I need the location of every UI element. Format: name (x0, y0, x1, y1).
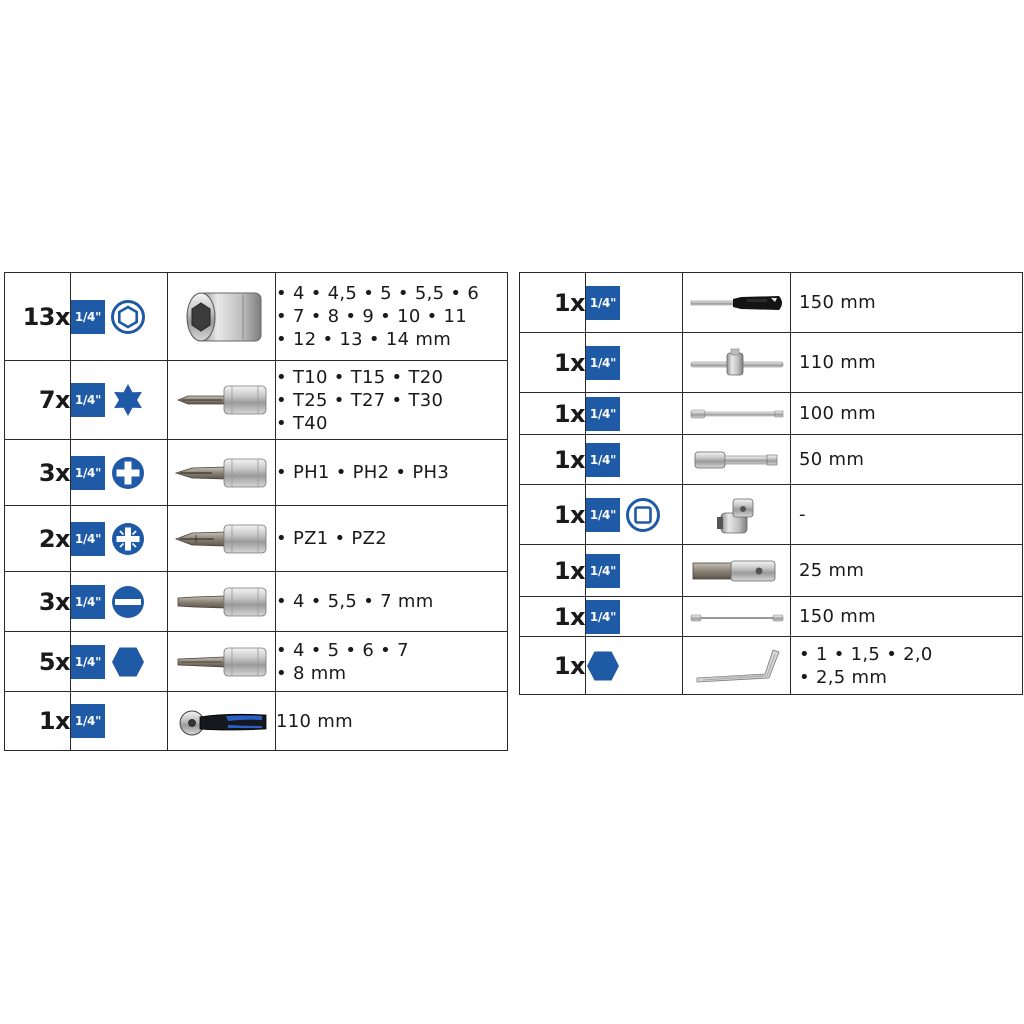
drive-size-badge: 1/4" (71, 456, 105, 490)
tool-image-cell (168, 361, 276, 440)
size-description (791, 597, 1023, 637)
size-description (276, 361, 508, 440)
size-description (276, 632, 508, 692)
quantity-label: 1x (520, 393, 586, 435)
size-description (791, 333, 1023, 393)
quantity-label: 1x (520, 435, 586, 485)
tool-image-cell (683, 485, 791, 545)
flexible-extension-image (687, 607, 787, 626)
tool-image-cell (683, 273, 791, 333)
drive-cell (586, 597, 683, 637)
torx-bit-socket-image (172, 390, 272, 409)
bit-adapter-image (687, 560, 787, 579)
table-row (520, 485, 1023, 545)
quantity-label: 2x (5, 506, 71, 572)
size-line: • 2,5 mm (799, 666, 888, 688)
socket-image (177, 306, 267, 325)
tool-image-cell (168, 440, 276, 506)
table-row (5, 361, 508, 440)
tool-image-cell (168, 273, 276, 361)
hex-bit-socket-image (172, 651, 272, 670)
quantity-label: 1x (520, 485, 586, 545)
universal-joint-image (687, 504, 787, 523)
left-spec-table (4, 272, 508, 751)
short-extension-image (687, 449, 787, 468)
tool-image-cell (683, 545, 791, 597)
square-drive-icon (626, 498, 660, 532)
tool-image-cell (683, 333, 791, 393)
drive-cell (586, 273, 683, 333)
tool-image-cell (168, 506, 276, 572)
size-description (791, 273, 1023, 333)
tool-image-cell (683, 637, 791, 695)
size-line: • PZ1 • PZ2 (276, 528, 387, 549)
quantity-label: 3x (5, 440, 71, 506)
table-row (5, 440, 508, 506)
size-line: 110 mm (799, 352, 876, 373)
size-description (276, 440, 508, 506)
drive-cell (71, 632, 168, 692)
size-line: • 7 • 8 • 9 • 10 • 11 (276, 306, 468, 327)
tool-image-cell (683, 393, 791, 435)
drive-cell (586, 637, 683, 695)
ratchet-image (172, 711, 272, 730)
size-line: 25 mm (799, 560, 865, 581)
right-spec-table (519, 272, 1023, 695)
slotted-icon (111, 585, 145, 619)
table-row (5, 273, 508, 361)
size-line: • T10 • T15 • T20 (276, 366, 444, 388)
table-row (520, 435, 1023, 485)
size-line: • 12 • 13 • 14 mm (276, 329, 452, 350)
size-line: - (799, 504, 806, 525)
phillips-icon (111, 456, 145, 490)
drive-size-badge: 1/4" (586, 498, 620, 532)
drive-size-badge: 1/4" (71, 585, 105, 619)
quantity-label: 13x (5, 273, 71, 361)
table-row (520, 333, 1023, 393)
quantity-label: 1x (520, 597, 586, 637)
drive-cell (586, 435, 683, 485)
hex-keys-image (687, 655, 787, 674)
drive-cell (586, 393, 683, 435)
size-line: 110 mm (276, 710, 353, 732)
tool-image-cell (683, 435, 791, 485)
drive-size-badge: 1/4" (586, 286, 620, 320)
table-row (520, 545, 1023, 597)
quantity-label: 7x (5, 361, 71, 440)
size-line: 150 mm (799, 292, 876, 313)
drive-cell (71, 273, 168, 361)
drive-size-badge: 1/4" (71, 704, 105, 738)
quantity-label: 1x (520, 545, 586, 597)
tool-image-cell (168, 692, 276, 751)
size-line: • 1 • 1,5 • 2,0 (799, 643, 933, 665)
drive-size-badge: 1/4" (586, 443, 620, 477)
size-description (791, 393, 1023, 435)
table-row (520, 637, 1023, 695)
quantity-label: 1x (520, 333, 586, 393)
size-description (791, 637, 1023, 695)
pozidriv-icon (111, 522, 145, 556)
drive-size-badge: 1/4" (71, 522, 105, 556)
table-row (5, 506, 508, 572)
quantity-label: 5x (5, 632, 71, 692)
tool-image-cell (683, 597, 791, 637)
drive-size-badge: 1/4" (71, 300, 105, 334)
table-row (520, 393, 1023, 435)
size-line: • 4 • 4,5 • 5 • 5,5 • 6 (276, 283, 480, 304)
extension-bar-image (687, 403, 787, 422)
drive-cell (586, 545, 683, 597)
drive-cell (71, 692, 168, 751)
size-line: • T25 • T27 • T30 (276, 389, 444, 411)
size-line: • 4 • 5 • 6 • 7 (276, 639, 409, 661)
size-line: 150 mm (799, 606, 876, 627)
quantity-label: 1x (5, 692, 71, 751)
drive-cell (71, 440, 168, 506)
hex-outline-icon (111, 300, 145, 334)
pozidriv-bit-socket-image (172, 528, 272, 547)
drive-cell (586, 485, 683, 545)
size-line: • PH1 • PH2 • PH3 (276, 462, 450, 483)
table-row (5, 632, 508, 692)
size-description (276, 273, 508, 361)
drive-size-badge: 1/4" (586, 397, 620, 431)
torx-star-icon (111, 383, 145, 417)
slotted-bit-socket-image (172, 591, 272, 610)
size-description (276, 692, 508, 751)
size-description (276, 572, 508, 632)
drive-size-badge: 1/4" (71, 383, 105, 417)
size-line: 100 mm (799, 403, 876, 424)
t-bar-slider-image (687, 352, 787, 371)
hex-solid-icon (586, 649, 620, 683)
drive-size-badge: 1/4" (586, 600, 620, 634)
table-row (520, 273, 1023, 333)
quantity-label: 1x (520, 273, 586, 333)
size-line: • T40 (276, 412, 328, 434)
tool-image-cell (168, 572, 276, 632)
table-row (5, 572, 508, 632)
screwdriver-handle-image (687, 292, 787, 311)
drive-cell (71, 361, 168, 440)
drive-size-badge: 1/4" (586, 554, 620, 588)
table-row (5, 692, 508, 751)
drive-size-badge: 1/4" (71, 645, 105, 679)
size-line: 50 mm (799, 449, 865, 470)
drive-cell (71, 506, 168, 572)
size-description (791, 545, 1023, 597)
quantity-label: 3x (5, 572, 71, 632)
size-description (791, 435, 1023, 485)
size-line: • 8 mm (276, 662, 347, 684)
tool-image-cell (168, 632, 276, 692)
table-row (520, 597, 1023, 637)
phillips-bit-socket-image (172, 462, 272, 481)
hex-solid-icon (111, 645, 145, 679)
size-line: • 4 • 5,5 • 7 mm (276, 591, 434, 612)
drive-cell (586, 333, 683, 393)
size-description (791, 485, 1023, 545)
quantity-label: 1x (520, 637, 586, 695)
size-description (276, 506, 508, 572)
drive-size-badge: 1/4" (586, 346, 620, 380)
drive-cell (71, 572, 168, 632)
